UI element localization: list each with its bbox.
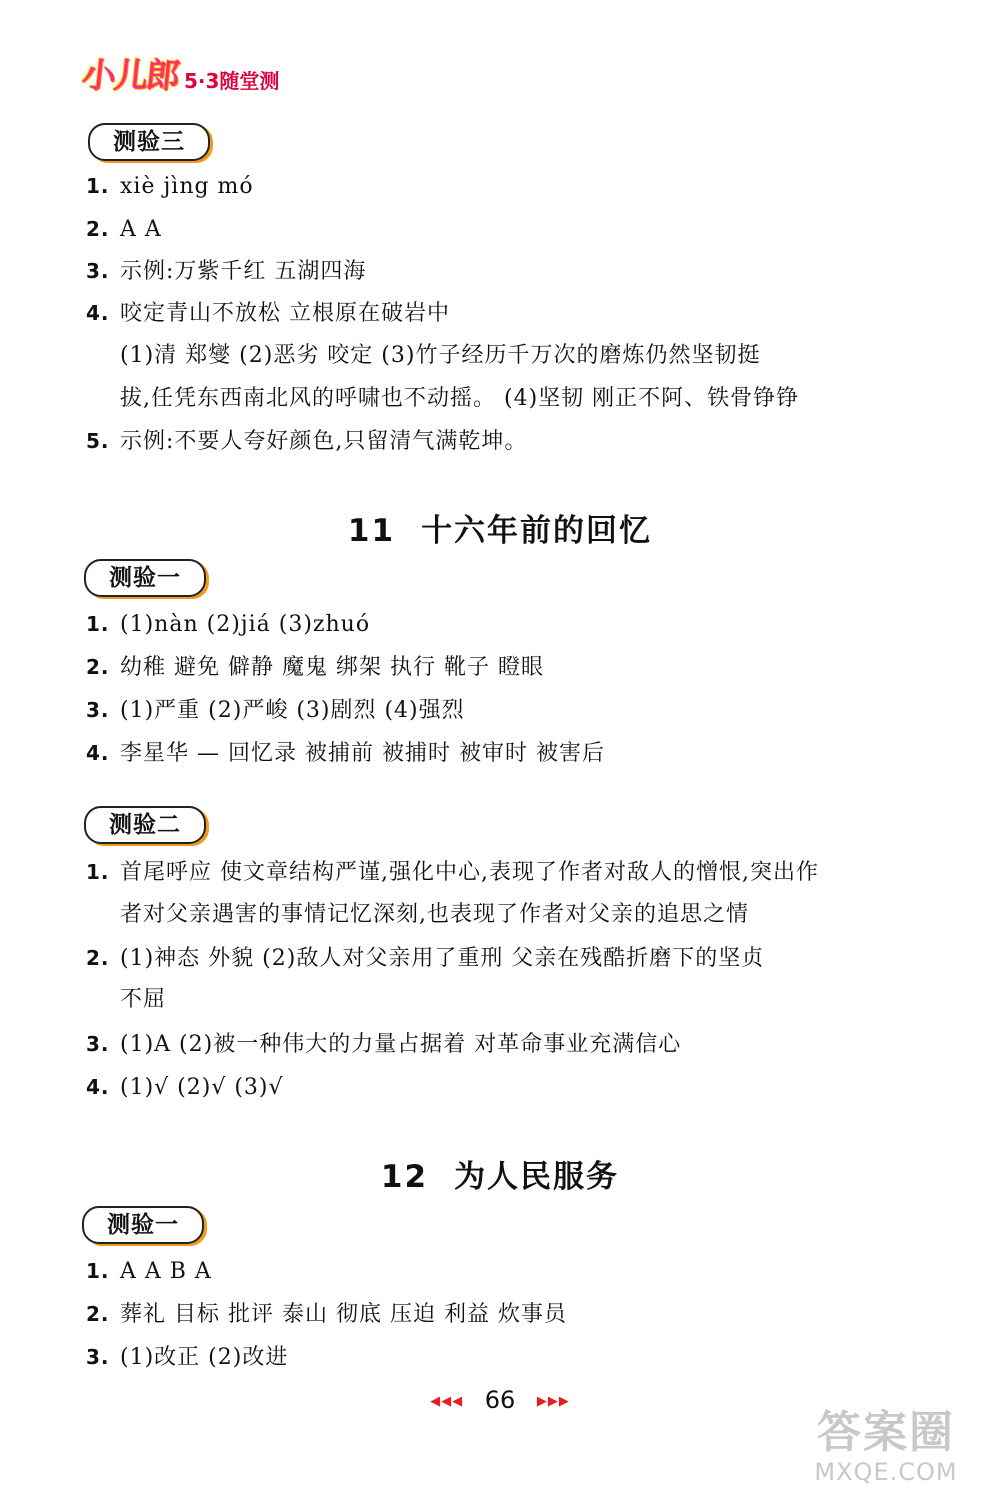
answer-line-continued (120, 341, 760, 371)
answer-text: 示例:万紫千红 五湖四海 (120, 259, 367, 284)
lesson-title-text: 十六年前的回忆 (421, 513, 653, 549)
answer-line (86, 298, 450, 329)
logo-series-text: 5·3随堂测 (184, 68, 280, 93)
answer-line-continued (120, 985, 166, 1015)
watermark-url: MXQE.COM (814, 1458, 958, 1486)
answer-text: 者对父亲遇害的事情记忆深刻,也表现了作者对父亲的追思之情 (120, 902, 749, 927)
answer-text: 不屈 (120, 987, 167, 1012)
logo-brand-text: 小儿郎 (79, 56, 181, 96)
watermark-logo-text: 答案圈 (817, 1407, 955, 1458)
answer-line (86, 171, 254, 202)
question-number: 4. (86, 741, 110, 765)
section-badge-test2: 测验二 (84, 806, 206, 844)
question-number: 3. (86, 1032, 110, 1056)
answer-line-continued (120, 384, 799, 414)
page-number: 66 (484, 1386, 516, 1414)
section-badge-test3: 测验三 (88, 123, 210, 161)
question-number: 5. (86, 429, 110, 453)
answer-text: (1)A (2)被一种伟大的力量占据着 对革命事业充满信心 (120, 1032, 682, 1057)
lesson-title-text: 为人民服务 (454, 1159, 620, 1195)
answer-text: 幼稚 避免 僻静 魔鬼 绑架 执行 靴子 瞪眼 (120, 655, 544, 680)
answer-text: xiè jìng mó (120, 174, 254, 199)
lesson-number: 11 (347, 513, 396, 549)
answer-text: 李星华 — 回忆录 被捕前 被捕时 被审时 被害后 (120, 741, 605, 766)
answer-line (86, 943, 764, 974)
question-number: 2. (86, 217, 110, 241)
question-number: 1. (86, 612, 110, 636)
answer-text: 葬礼 目标 批评 泰山 彻底 压迫 利益 炊事员 (120, 1302, 567, 1327)
answer-line (86, 738, 605, 769)
answer-text: (1)nàn (2)jiá (3)zhuó (120, 612, 371, 637)
left-arrows-icon: ◀◀◀ (430, 1394, 464, 1409)
question-number: 1. (86, 1259, 110, 1283)
question-number: 3. (86, 698, 110, 722)
header-logo (79, 56, 280, 96)
question-number: 2. (86, 946, 110, 970)
answer-line-continued (120, 900, 749, 930)
answer-line (86, 609, 370, 640)
answer-text: (1)改正 (2)改进 (120, 1345, 289, 1370)
watermark (786, 1408, 986, 1486)
answer-line (86, 695, 465, 726)
question-number: 1. (86, 174, 110, 198)
answer-line (86, 652, 544, 683)
answer-line (86, 1256, 212, 1287)
question-number: 2. (86, 1302, 110, 1326)
answer-text: 示例:不要人夸好颜色,只留清气满乾坤。 (120, 429, 528, 454)
section-badge-test1: 测验一 (84, 559, 206, 597)
answer-line (86, 214, 162, 245)
answer-text: 拔,任凭东西南北风的呼啸也不动摇。 (4)坚韧 刚正不阿、铁骨铮铮 (120, 386, 800, 411)
answer-line (86, 426, 527, 457)
question-number: 2. (86, 655, 110, 679)
question-number: 3. (86, 259, 110, 283)
answer-line (86, 1342, 288, 1373)
question-number: 4. (86, 301, 110, 325)
answer-text: (1)√ (2)√ (3)√ (120, 1075, 284, 1100)
answer-text: 首尾呼应 使文章结构严谨,强化中心,表现了作者对敌人的憎恨,突出作 (120, 860, 819, 885)
answer-text: A A B A (120, 1259, 212, 1284)
answer-text: 咬定青山不放松 立根原在破岩中 (120, 301, 450, 326)
answer-line (86, 1299, 567, 1330)
section-badge-test1: 测验一 (82, 1206, 204, 1244)
lesson-title-11 (0, 505, 1000, 550)
answer-line (86, 256, 366, 287)
lesson-title-12 (0, 1151, 1000, 1196)
answer-line (86, 1029, 681, 1060)
question-number: 3. (86, 1345, 110, 1369)
answer-text: (1)神态 外貌 (2)敌人对父亲用了重刑 父亲在残酷折磨下的坚贞 (120, 946, 765, 971)
answer-text: (1)严重 (2)严峻 (3)剧烈 (4)强烈 (120, 698, 465, 723)
answer-line (86, 1072, 284, 1103)
lesson-number: 12 (380, 1159, 429, 1195)
answer-text: A A (120, 217, 162, 242)
right-arrows-icon: ▶▶▶ (536, 1394, 570, 1409)
question-number: 1. (86, 860, 110, 884)
answer-line (86, 857, 819, 888)
answer-text: (1)清 郑燮 (2)恶劣 咬定 (3)竹子经历千万次的磨炼仍然坚韧挺 (120, 343, 761, 368)
question-number: 4. (86, 1075, 110, 1099)
